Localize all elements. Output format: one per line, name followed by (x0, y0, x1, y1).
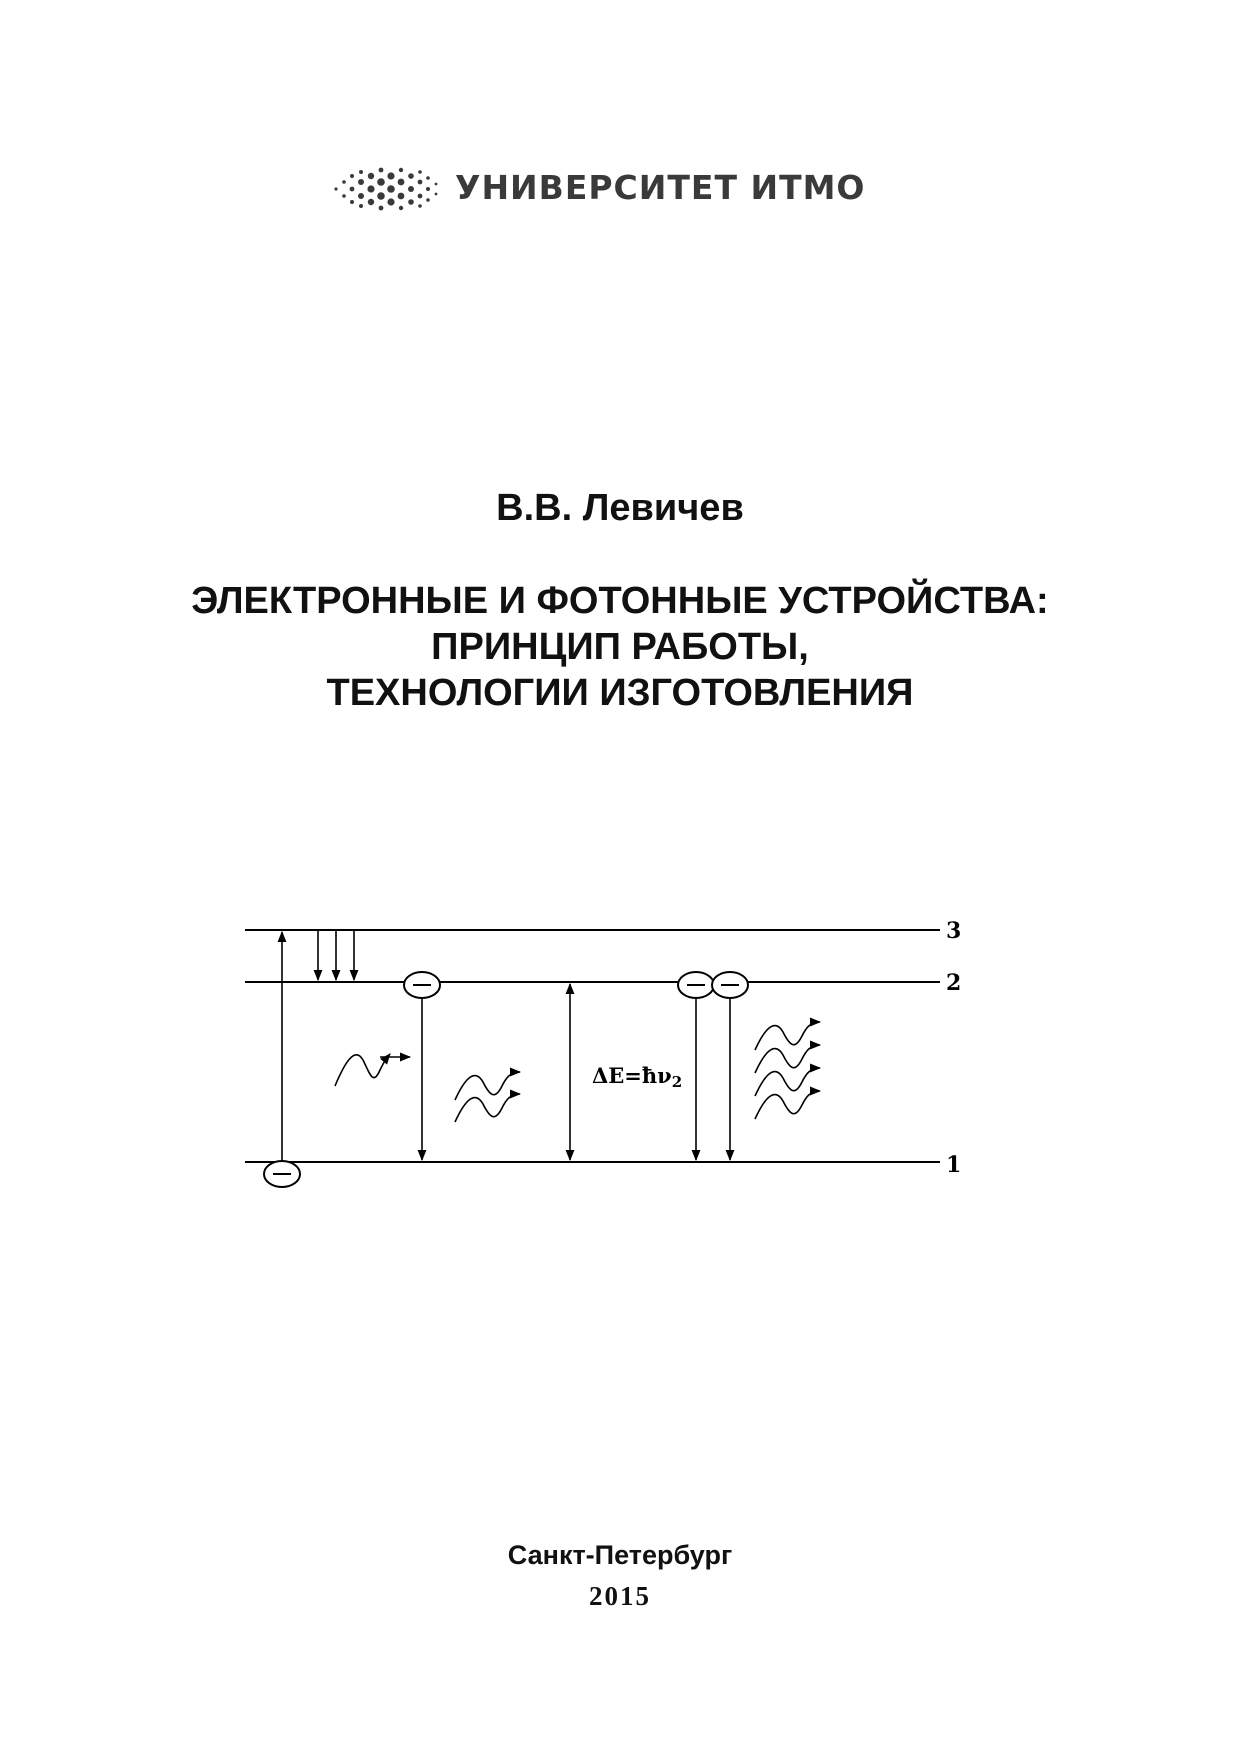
stimulated-photon-3 (755, 1068, 820, 1096)
dotted-logo-icon (330, 158, 445, 218)
level-2-label: 2 (946, 970, 962, 996)
electron-stimulated-2 (712, 972, 748, 998)
publication-city: Санкт-Петербург (507, 1540, 733, 1570)
stimulated-photon-2 (755, 1045, 820, 1073)
energy-level-svg (230, 890, 990, 1210)
title-line-3: ТЕХНОЛОГИИ ИЗГОТОВЛЕНИЯ (326, 672, 914, 714)
electron-spontaneous (404, 972, 440, 998)
emitted-photon-2 (455, 1094, 520, 1122)
university-logo (330, 158, 866, 218)
energy-gap-label: ΔE=ħν2 (592, 1063, 683, 1091)
stimulated-photon-4 (755, 1091, 820, 1119)
electron-stimulated-1 (678, 972, 714, 998)
logo-text: УНИВЕРСИТЕТ ИТМО (455, 168, 866, 207)
title-line-1: ЭЛЕКТРОННЫЕ И ФОТОННЫЕ УСТРОЙСТВА: (191, 580, 1049, 622)
author-name: В.В. Левичев (496, 487, 744, 529)
electron-ground (264, 1161, 300, 1187)
title-line-2: ПРИНЦИП РАБОТЫ, (431, 626, 809, 668)
level-3-label: 3 (946, 918, 962, 944)
publication-year: 2015 (589, 1581, 651, 1611)
stimulated-photon-1 (755, 1022, 820, 1050)
emitted-photon-1 (455, 1072, 520, 1100)
energy-level-diagram (230, 890, 990, 1215)
level-1-label: 1 (946, 1152, 962, 1178)
document-title (40, 578, 1200, 716)
incident-photon (335, 1054, 390, 1086)
